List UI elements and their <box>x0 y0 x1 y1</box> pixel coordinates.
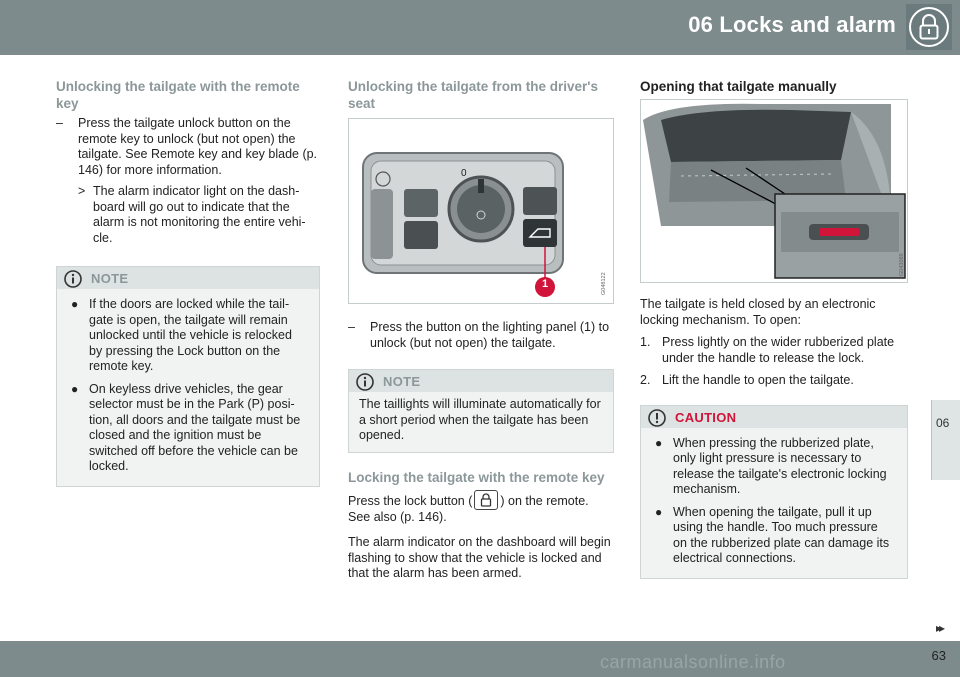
lock-instruction: Press the lock button ( ) on the remote. See also (p. 146). <box>348 490 614 526</box>
page-footer <box>0 641 960 677</box>
column-manual-open <box>640 78 908 579</box>
section-heading: Unlocking the tailgate with the remote key <box>56 79 300 111</box>
note-header <box>349 370 613 392</box>
figure-code: G043089 <box>899 253 905 276</box>
section-heading: Locking the tailgate with the remote key <box>348 469 605 485</box>
lighting-panel-illustration <box>348 118 614 304</box>
section-heading: Unlocking the tailgate from the driver's seat <box>348 79 599 111</box>
result-text: The alarm indicator light on the dash-board will go out to indicate that the alarm is not monitoring the entire vehi-cle. <box>93 184 306 245</box>
info-icon <box>355 372 375 392</box>
note-text: The taillights will illuminate automatically for a short period when the tailgate has been opened. <box>359 397 601 442</box>
chapter-tab-label: 06 <box>936 416 950 430</box>
caution-bullet: ● When opening the tailgate, pull it up using the handle. Too much pressure on the rubberized plate can damage its electrical connections. <box>655 504 890 565</box>
next-page-arrows[interactable]: ▸▸ <box>935 621 942 635</box>
column-driver-seat-unlock <box>348 78 614 582</box>
lock-icon <box>906 4 952 50</box>
figure-code: G048122 <box>601 272 607 295</box>
info-icon <box>63 269 83 289</box>
tailgate-illustration <box>640 99 908 283</box>
switch-position-label: 0 <box>461 168 467 179</box>
page-number: 63 <box>931 648 946 663</box>
note-box <box>56 266 320 487</box>
note-header <box>57 267 319 289</box>
note-box <box>348 369 614 453</box>
instruction-step: – Press the button on the lighting panel (1) to unlock (but not open) the tailgate. <box>348 320 610 350</box>
note-label: NOTE <box>383 374 421 389</box>
caution-box <box>640 405 908 579</box>
note-label: NOTE <box>91 271 129 286</box>
caution-header <box>641 406 907 428</box>
instruction-text: Press the tailgate unlock button on the remote key to unlock (but not open) the tailgate. See Remote key and key blade (p. 146) for more information. <box>78 116 318 177</box>
caution-label: CAUTION <box>675 409 737 425</box>
lock-button-icon <box>474 490 498 510</box>
chapter-title: 06 Locks and alarm <box>688 12 896 37</box>
numbered-step: 1. Press lightly on the wider rubberized plate under the handle to release the lock. <box>640 335 895 365</box>
watermark: carmanualsonline.info <box>600 652 786 672</box>
chapter-header <box>0 0 960 55</box>
instruction-result: > The alarm indicator light on the dash-board will go out to indicate that the alarm is not monitoring the entire vehi-cle. <box>78 184 306 245</box>
caution-bullet: ● When pressing the rubberized plate, only light pressure is necessary to release the tailgate's electronic locking mechanism. <box>655 435 887 496</box>
warning-icon <box>647 408 667 428</box>
section-heading: Opening that tailgate manually <box>640 79 837 94</box>
chapter-tab[interactable] <box>931 400 960 480</box>
numbered-step: 2. Lift the handle to open the tailgate. <box>640 373 854 387</box>
instruction-text: Press the button on the lighting panel (1) to unlock (but not open) the tailgate. <box>370 320 610 350</box>
column-remote-unlock <box>56 78 320 487</box>
intro-text: The tailgate is held closed by an electronic locking mechanism. To open: <box>640 297 876 327</box>
note-bullet: ● If the doors are locked while the tail-gate is open, the tailgate will remain unlocked until the vehicle is relocked by pressing the Lock button on the remote key. <box>71 297 292 373</box>
note-bullet: ● On keyless drive vehicles, the gear selector must be in the Park (P) posi-tion, all doors and the tailgate must be closed and the ignition must be switched off before the vehicle can be locked. <box>71 381 301 473</box>
callout-number: 1 <box>542 278 549 290</box>
alarm-armed-text: The alarm indicator on the dashboard will begin flashing to show that the vehicle is locked and that the alarm has been armed. <box>348 535 611 580</box>
instruction-step: – Press the tailgate unlock button on the remote key to unlock (but not open) the tailgate. See Remote key and key blade (p. 146) for more information. <box>56 116 318 177</box>
